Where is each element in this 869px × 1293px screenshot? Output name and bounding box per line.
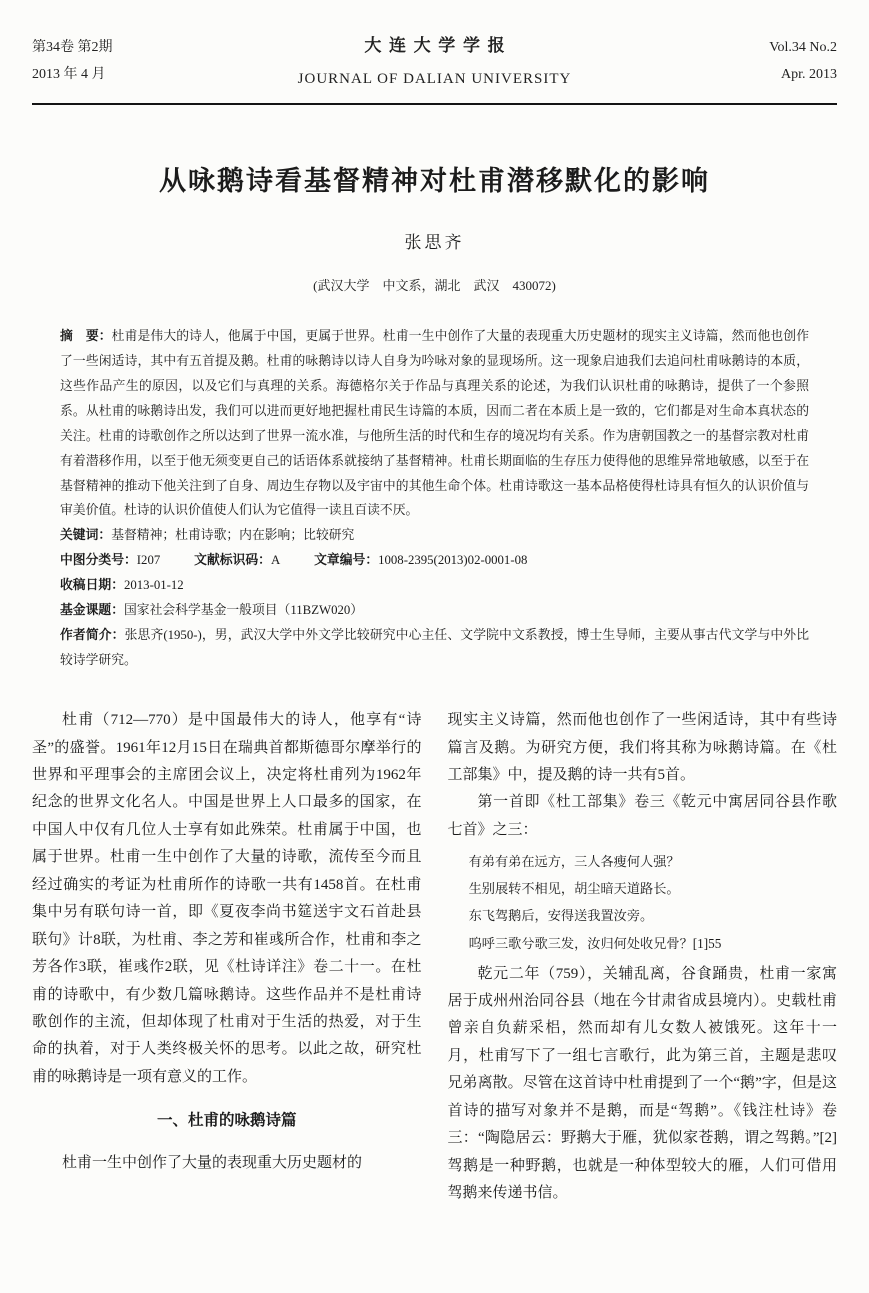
abstract (60, 324, 809, 524)
articleid-label: 文章编号： (314, 553, 379, 568)
body-paragraph: 乾元二年（759），关辅乱离，谷食踊贵，杜甫一家寓居于成州州治同谷县（地在今甘肃省成县境内）。史载杜甫曾亲自负薪采梠，然而却有儿女数人被饿死。这年十一月，杜甫写下了一组七言歌行，此为第三首，主题是悲叹兄弟离散。尽管在这首诗中杜甫提到了一个“鹅”字，但是这首诗的描写对象并不是鹅，而是“驾鹅”。《钱注杜诗》卷三：“陶隐居云：野鹅大于雁，犹似家苍鹅，谓之驾鹅。”[2]驾鹅是一种野鹅，也就是一种体型较大的雁，人们可借用驾鹅来传递书信。 (447, 965, 837, 1202)
poem-block (469, 848, 837, 956)
poem-line: 有弟有弟在远方，三人各瘦何人强？ (468, 854, 680, 870)
doccode-value: A (270, 553, 281, 568)
fund-project (60, 598, 809, 623)
received-label: 收稿日期： (60, 578, 124, 593)
right-column (448, 707, 838, 1207)
abstract-text: 杜甫是伟大的诗人，他属于中国，更属于世界。杜甫一生中创作了大量的表现重大历史题材的现实主义诗篇，然而他也创作了一些闲适诗，其中有五首提及鹅。杜甫的咏鹅诗以诗人自身为吟咏对象的显现场所。这一现象启迪我们去追问杜甫咏鹅诗的本质，这些作品产生的原因，以及它们与真理的关系。海德格尔关于作品与真理关系的论述，为我们认识杜甫的咏鹅诗，提供了一个参照系。从杜甫的咏鹅诗出发，我们可以进而更好地把握杜甫民生诗篇的本质，因而二者在本质上是一致的，它们都是对生命本真状态的关注。杜甫的诗歌创作之所以达到了世界一流水准，与他所生活的时代和生存的境况均有关系。作为唐朝国教之一的基督宗教对杜甫有着潜移作用，以至于他无须变更自己的话语体系就接纳了基督精神。杜甫长期面临的生存压力使得他的思维异常地敏感，以至于在基督精神的推动下他关注到了自身、周边生存物以及宇宙中的其他生命个体。杜甫诗歌这一基本品格使得杜诗具有恒久的认识价值与审美价值。杜诗的认识价值使人们认为它值得一读且百读不厌。 (60, 328, 810, 518)
left-column (32, 707, 422, 1207)
volume-issue-en: Vol.34 No.2 (769, 40, 837, 56)
author-affiliation: (武汉大学 中文系，湖北 武汉 430072) (313, 277, 556, 293)
issue-date-en: Apr. 2013 (781, 66, 837, 82)
issue-info (32, 35, 202, 88)
fund-label: 基金课题： (60, 603, 124, 618)
keywords-text: 基督精神；杜甫诗歌；内在影响；比较研究 (111, 528, 355, 543)
article-body (32, 707, 837, 1207)
received-value: 2013-01-12 (123, 578, 184, 593)
bio-label: 作者简介： (60, 628, 125, 643)
issue-info-en (667, 35, 837, 88)
poem-line: 东飞驾鹅后，安得送我置汝旁。 (468, 908, 654, 924)
issue-date-cn: 2013 年 4 月 (32, 66, 106, 82)
clc-label: 中图分类号： (60, 553, 137, 568)
body-paragraph: 第一首即《杜工部集》卷三《乾元中寓居同谷县作歌七首》之三： (447, 794, 837, 838)
article-title: 从咏鹅诗看基督精神对杜甫潜移默化的影响 (159, 165, 710, 196)
body-paragraph: 杜甫一生中创作了大量的表现重大历史题材的 (62, 1154, 363, 1171)
keywords-label: 关键词： (60, 528, 112, 543)
poem-line: 生别展转不相见，胡尘暗天道路长。 (468, 881, 680, 897)
header-divider (32, 103, 837, 105)
keywords (60, 523, 809, 548)
journal-name-en: JOURNAL OF DALIAN UNIVERSITY (297, 71, 572, 88)
clc-number (60, 553, 160, 567)
articleid-value: 1008-2395(2013)02-0001-08 (378, 553, 528, 568)
volume-issue: 第34卷 第2期 (32, 40, 113, 56)
abstract-label: 摘 要： (60, 328, 112, 343)
author-name: 张思齐 (404, 232, 465, 252)
bio-value: 张思齐(1950-)，男，武汉大学中外文学比较研究中心主任、文学院中文系教授，博士生导师，主要从事古代文学与中外比较诗学研究。 (60, 628, 809, 668)
poem-line: 呜呼三歌兮歌三发，汝归何处收兄骨？[1]55 (468, 935, 722, 951)
author-bio (60, 623, 809, 673)
document-code (194, 553, 280, 567)
body-paragraph: 杜甫（712—770）是中国最伟大的诗人，他享有“诗圣”的盛誉。1961年12月15日在瑞典首都斯德哥尔摩举行的世界和平理事会的主席团会议上，决定将杜甫列为1962年纪念的世界文化名人。中国是世界上人口最多的国家，在中国人中仅有几位人士享有如此殊荣。杜甫属于中国，也属于世界。杜甫一生中创作了大量的诗歌，流传至今而且经过确实的考证为杜甫所作的诗歌一共有1458首。在杜甫集中另有联句诗一首，即《夏夜李尚书筵送宇文石首赴县联句》计8联，为杜甫、李之芳和崔彧所合作，杜甫和李之芳各作3联，崔彧作2联，见《杜诗详注》卷二十一。在杜甫的诗歌中，有少数几篇咏鹅诗。这些作品并不是杜甫诗歌创作的主流，但却体现了杜甫对于生活的热爱，对于生命的执着，对于人类终极关怀的思考。以此之故，研究杜甫的咏鹅诗是一项有意义的工作。 (32, 712, 422, 1085)
received-date (60, 573, 809, 598)
body-paragraph: 现实主义诗篇，然而他也创作了一些闲适诗，其中有些诗篇言及鹅。为研究方便，我们将其称为咏鹅诗篇。在《杜工部集》中，提及鹅的诗一共有5首。 (447, 712, 837, 784)
doccode-label: 文献标识码： (194, 553, 271, 568)
section-heading-1: 一、杜甫的咏鹅诗篇 (156, 1112, 297, 1130)
fund-value: 国家社会科学基金一般项目（11BZW020） (123, 603, 364, 618)
journal-name-cn: 大连大学学报 (364, 36, 513, 55)
journal-name-block (202, 30, 667, 94)
article-id (314, 553, 527, 567)
article-meta (60, 324, 809, 673)
page-header (32, 30, 837, 94)
clc-value: I207 (136, 553, 161, 568)
classification-line (60, 548, 809, 573)
